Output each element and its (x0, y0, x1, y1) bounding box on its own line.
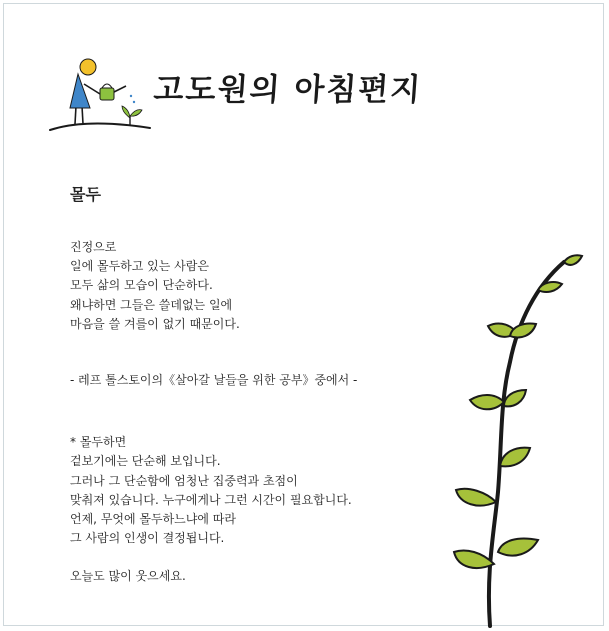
poem-line: 모두 삶의 모습이 단순하다. (70, 278, 213, 293)
brand-title: 고도원의 아침편지 (152, 72, 424, 108)
gardener-logo-icon (46, 54, 166, 134)
sprouting-vine-icon (444, 252, 584, 628)
commentary-line: 맞춰져 있습니다. 누구에게나 그런 시간이 필요합니다. (70, 492, 352, 507)
commentary-line: 그러나 그 단순함에 엄청난 집중력과 초점이 (70, 473, 298, 488)
commentary-line: * 몰두하면 (70, 435, 127, 450)
commentary-line: 겉보기에는 단순해 보입니다. (70, 454, 221, 469)
poem-line: 왜냐하면 그들은 쓸데없는 일에 (70, 297, 233, 312)
letter-title: 몰두 (70, 185, 101, 204)
quote-source: - 레프 톨스토이의《살아갈 날들을 위한 공부》중에서 - (70, 372, 358, 387)
poem-line: 일에 몰두하고 있는 사람은 (70, 259, 209, 274)
poem-line: 마음을 쓸 겨를이 없기 때문이다. (70, 316, 240, 331)
letter-body (70, 238, 357, 586)
commentary-line: 언제, 무엇에 몰두하느냐에 따라 (70, 511, 236, 526)
commentary-line: 그 사람의 인생이 결정됩니다. (70, 531, 225, 546)
poem-line: 진정으로 (70, 240, 117, 254)
letter-card (3, 3, 604, 626)
closing-line: 오늘도 많이 웃으세요. (70, 569, 186, 584)
